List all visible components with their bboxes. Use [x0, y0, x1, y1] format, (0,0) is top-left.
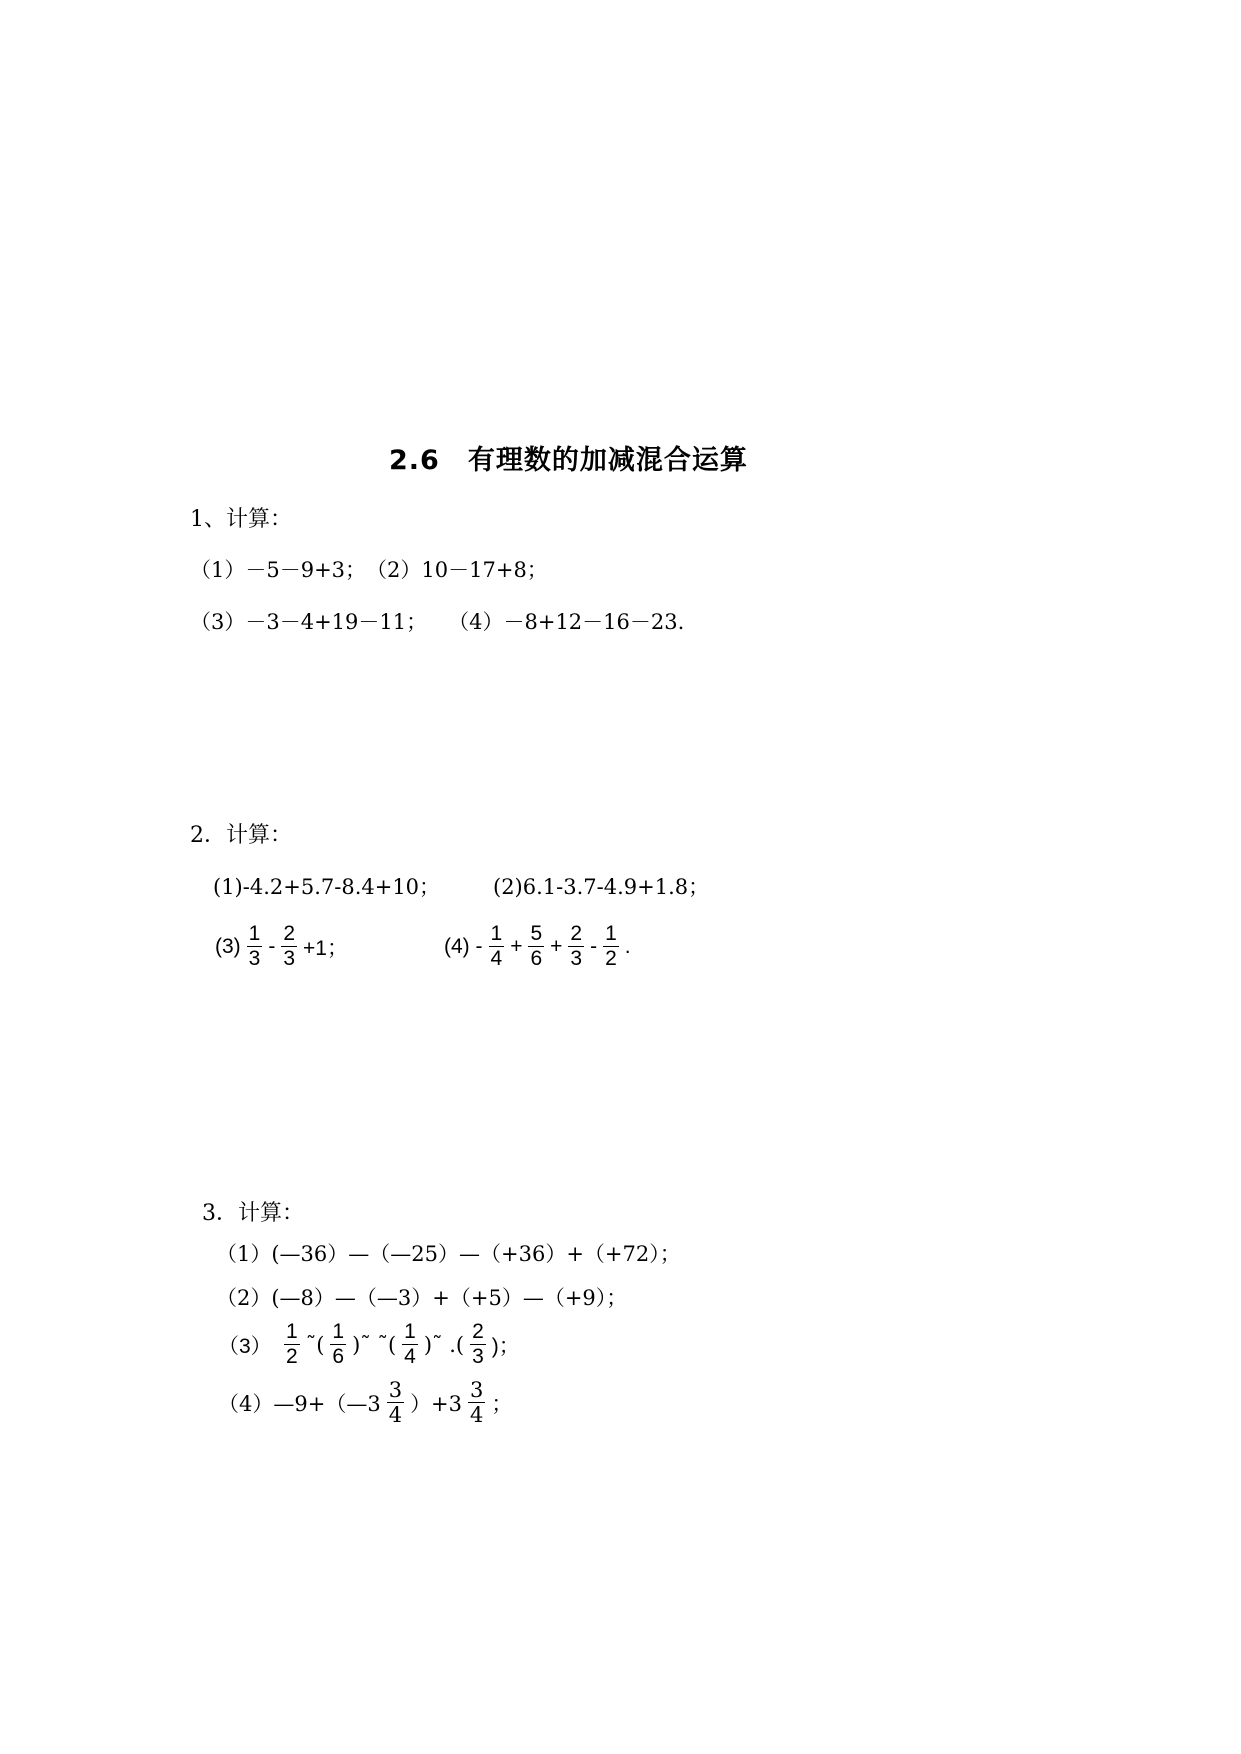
denominator: 3 — [570, 947, 583, 970]
fraction — [402, 1320, 418, 1369]
numerator: 3 — [470, 1378, 484, 1402]
fraction — [489, 922, 505, 971]
denominator: 4 — [490, 947, 503, 970]
part-prefix: (4) - — [444, 934, 483, 958]
operator: - — [268, 934, 276, 958]
question-1-line-1: （1）－5－9+3； （2）10－17+8； — [190, 558, 548, 582]
question-1-label: 1、计算： — [190, 507, 292, 532]
denominator: 4 — [388, 1403, 403, 1427]
denominator: 2 — [286, 1345, 298, 1368]
expression-tail: )； — [491, 1334, 520, 1358]
question-2-label: 2．计算： — [190, 823, 292, 848]
denominator: 6 — [530, 947, 543, 970]
numerator: 3 — [388, 1378, 403, 1402]
numerator: 2 — [570, 922, 583, 945]
question-3-label: 3．计算： — [202, 1201, 304, 1226]
numerator: 2 — [283, 922, 296, 945]
fraction — [330, 1320, 346, 1369]
question-1-line-2: （3）－3－4+19－11； （4）－8+12－16－23. — [190, 610, 685, 634]
denominator: 4 — [404, 1345, 416, 1368]
part-prefix: （3） — [218, 1334, 272, 1358]
numerator: 1 — [248, 922, 261, 945]
question-2-part-2: (2)6.1-3.7-4.9+1.8； — [493, 875, 710, 899]
numerator: 1 — [490, 922, 503, 945]
fraction — [387, 1378, 404, 1427]
expression-tail: +1； — [303, 936, 348, 960]
denominator: 4 — [470, 1403, 484, 1427]
question-2-part-4 — [442, 922, 633, 971]
part-prefix: （4）—9+（—3 — [218, 1391, 381, 1416]
denominator: 2 — [605, 947, 617, 970]
denominator: 3 — [472, 1345, 484, 1368]
question-3-part-2: （2）(—8）—（—3）+（+5）—（+9）； — [216, 1286, 628, 1310]
numerator: 1 — [286, 1320, 298, 1343]
question-2-part-3 — [213, 922, 350, 971]
fraction — [468, 1378, 485, 1427]
garbled-symbol: )˜ ˜( — [352, 1332, 397, 1357]
expression-tail: . — [624, 934, 631, 958]
expression-middle: ）+3 — [410, 1391, 463, 1416]
garbled-symbol: )˜ .( — [423, 1332, 465, 1357]
question-3-part-3 — [216, 1320, 522, 1369]
numerator: 2 — [472, 1320, 484, 1343]
expression-tail: ； — [491, 1391, 513, 1416]
operator: + — [550, 934, 563, 958]
numerator: 1 — [404, 1320, 416, 1343]
numerator: 1 — [332, 1320, 345, 1343]
denominator: 3 — [283, 947, 296, 970]
page-title: 2.6 有理数的加减混合运算 — [389, 445, 748, 476]
fraction — [247, 922, 263, 971]
numerator: 1 — [605, 922, 617, 945]
garbled-symbol: ˜( — [305, 1332, 325, 1357]
fraction — [568, 922, 584, 971]
question-2-part-1: (1)-4.2+5.7-8.4+10； — [213, 875, 441, 899]
operator: - — [590, 934, 598, 958]
operator: + — [510, 934, 523, 958]
numerator: 5 — [530, 922, 543, 945]
denominator: 3 — [248, 947, 261, 970]
question-3-part-4 — [216, 1378, 514, 1427]
fraction — [281, 922, 297, 971]
part-prefix: (3) — [215, 934, 241, 958]
fraction — [284, 1320, 300, 1369]
fraction — [528, 922, 544, 971]
denominator: 6 — [332, 1345, 345, 1368]
fraction — [470, 1320, 486, 1369]
question-3-part-1: （1）(—36）—（—25）—（+36）+（+72）； — [216, 1242, 681, 1266]
fraction — [603, 922, 619, 971]
